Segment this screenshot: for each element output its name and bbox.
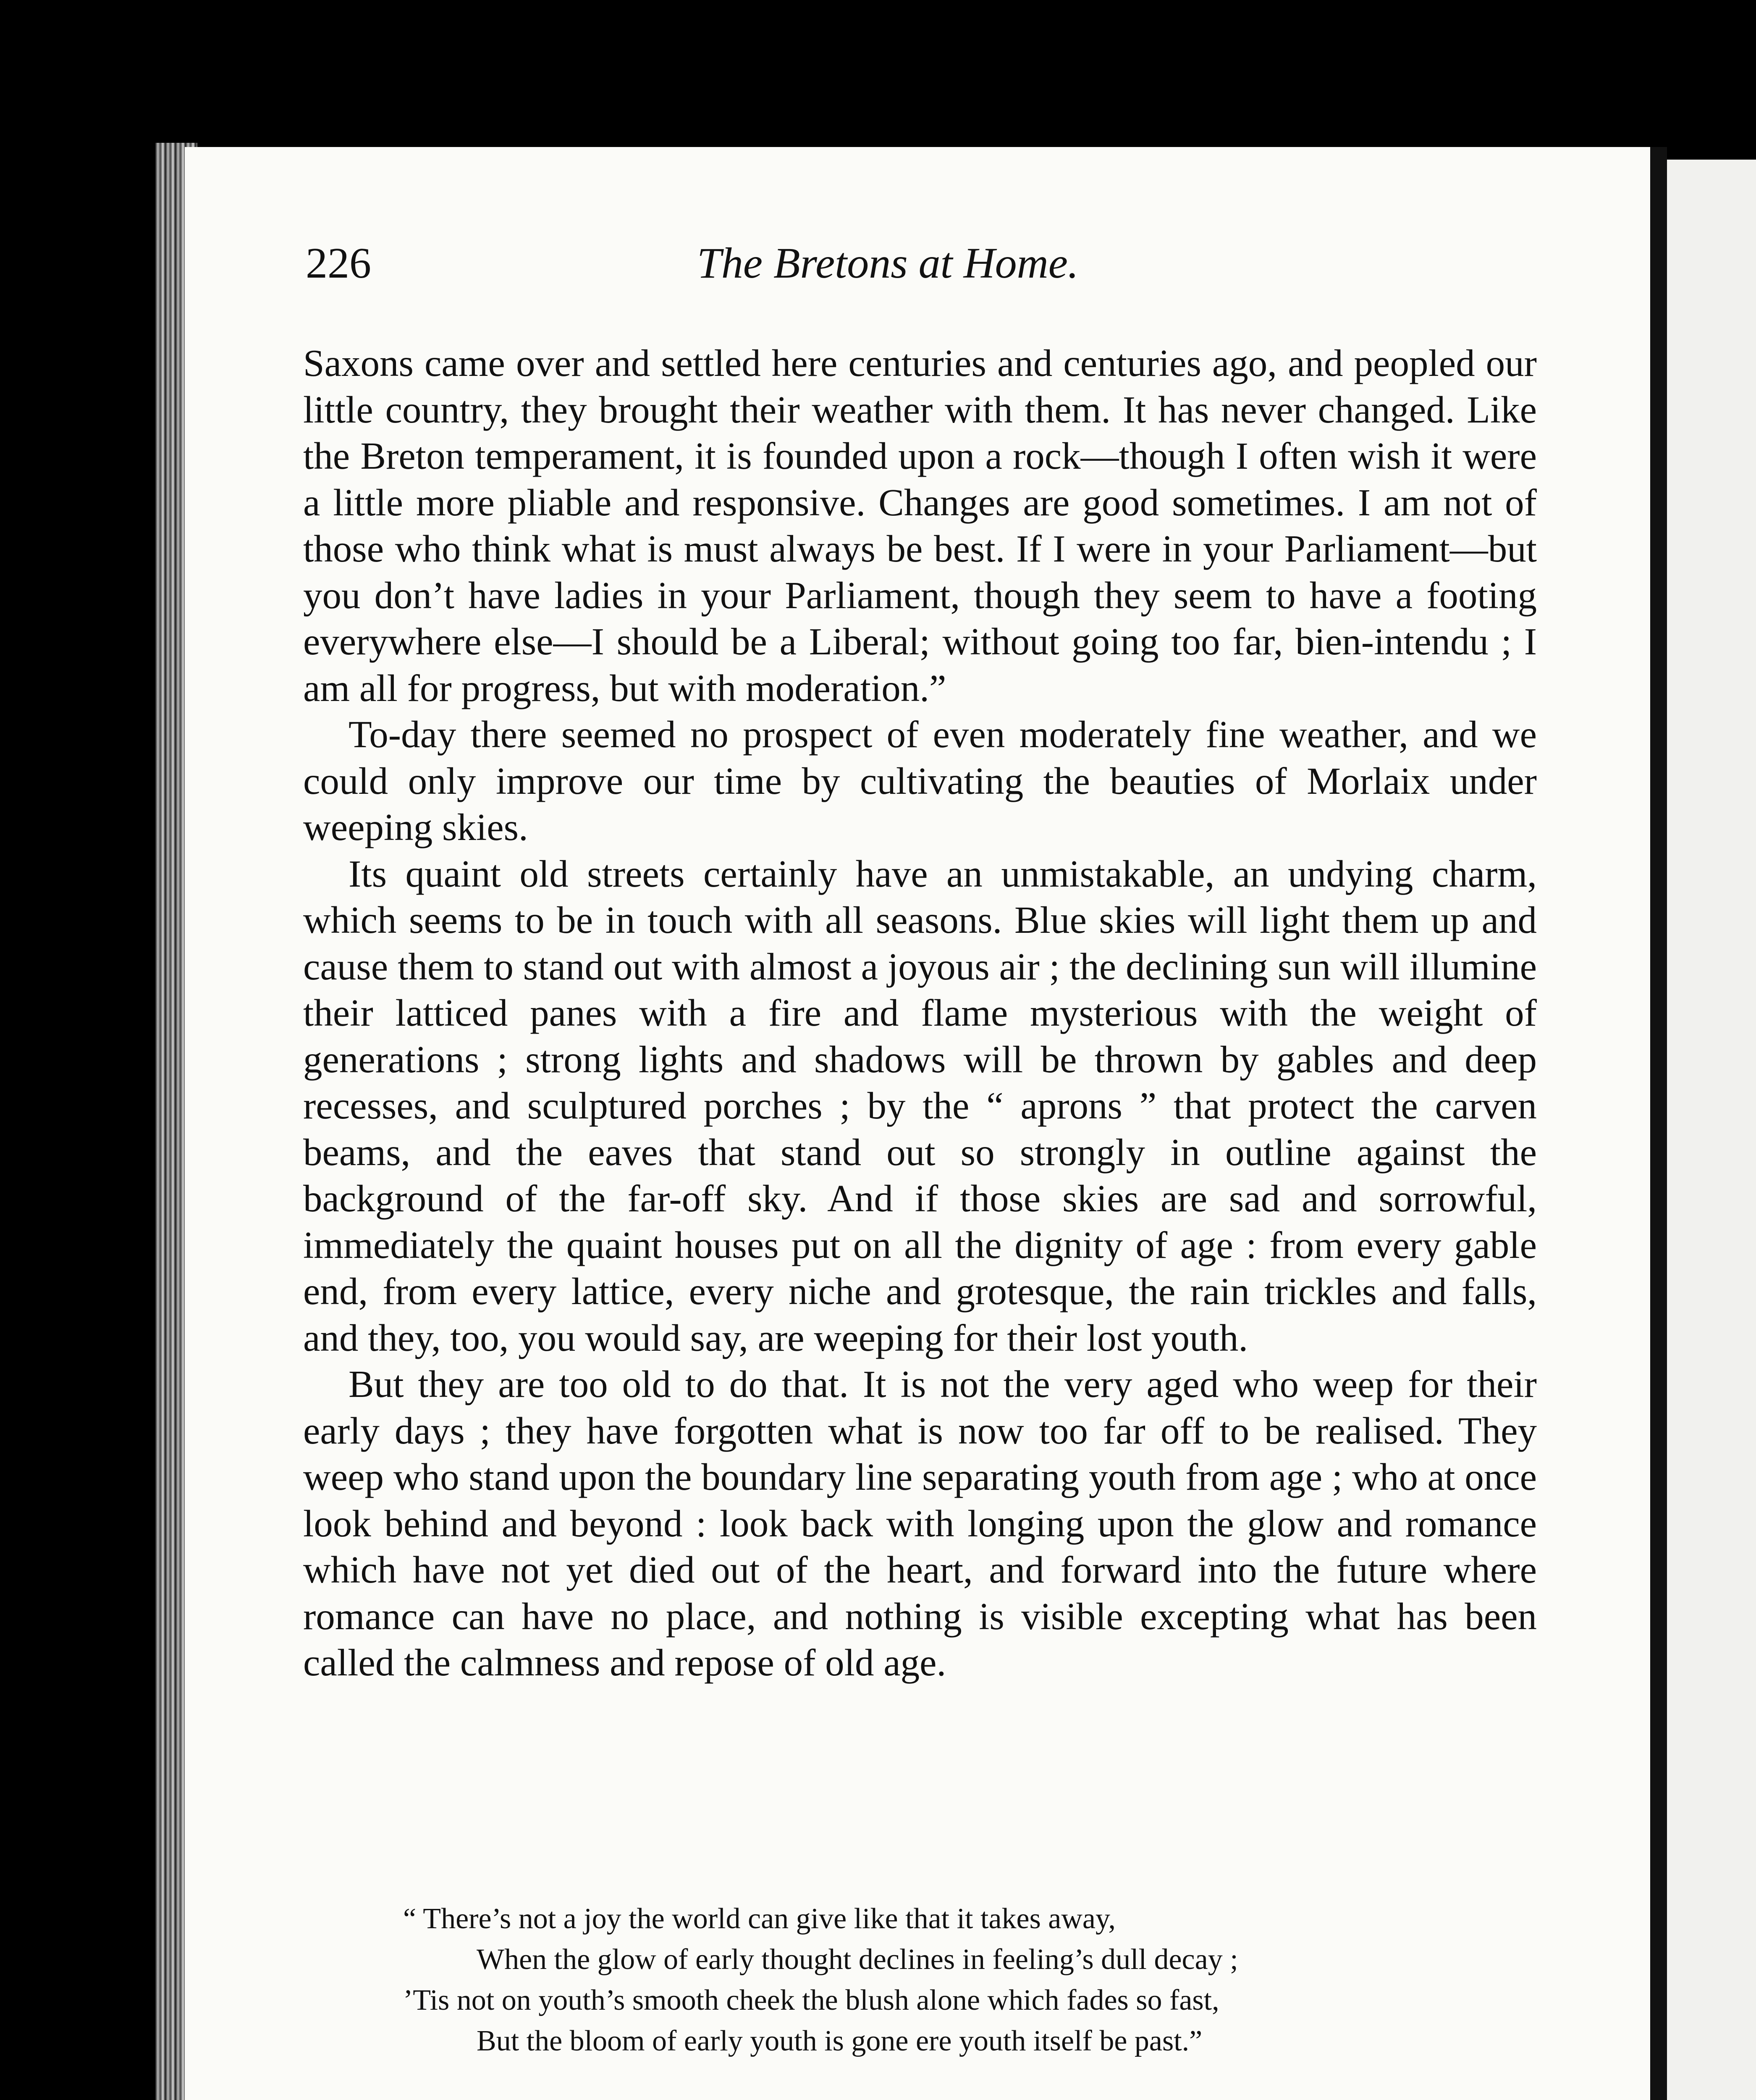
- verse-line: When the glow of early thought declines in feeling’s dull decay ;: [477, 1943, 1238, 1976]
- running-title: The Bretons at Home.: [697, 239, 1079, 287]
- verse-line: ’Tis not on youth’s smooth cheek the blush alone which fades so fast,: [403, 1984, 1219, 2016]
- next-page-edge: [1663, 160, 1756, 2100]
- page-number: 226: [306, 239, 371, 287]
- page-gutter-shadow: [1650, 147, 1667, 2100]
- verse-line: “ There’s not a joy the world can give like that it takes away,: [403, 1903, 1116, 1935]
- paragraph-continued: Saxons came over and settled here centuries and centuries ago, and peopled our little country, they brought their weather with them. It has never changed. Like the Breton temperament, it is founded upon a rock—though I often wish it were a little more pliable and responsive. Changes are good sometimes. I am not of those who think what is must always be best. If I were in your Parliament—but you don’t have ladies in your Parliament, though they seem to have a footing everywhere else—I should be a Liberal; without going too far, bien-intendu ; I am all for progress, but with moderation.”: [303, 342, 1537, 709]
- verse-quotation: [403, 1898, 1453, 2061]
- paragraph: Its quaint old streets certainly have an unmistakable, an undying charm, which seems to be in touch with all seasons. Blue skies will light them up and cause them to stand out with almost a joyous air ; the declining sun will illumine their latticed panes with a fire and flame mysterious with the weight of generations ; strong lights and shadows will be thrown by gables and deep recesses, and sculptured porches ; by the “ aprons ” that protect the carven beams, and the eaves that stand out so strongly in outline against the background of the far-off sky. And if those skies are sad and sorrowful, immediately the quaint houses put on all the dignity of age : from every gable end, from every lattice, every niche and grotesque, the rain trickles and falls, and they, too, you would say, are weeping for their lost youth.: [303, 852, 1537, 1359]
- paragraph: But they are too old to do that. It is not the very aged who weep for their early days ; they have forgotten what is now too far off to be realised. They weep who stand upon the boundary line separating youth from age ; who at once look behind and beyond : look back with longing upon the glow and romance which have not yet died out of the heart, and forward into the future where romance can have no place, and nothing is visible excepting what has been called the calmness and repose of old age.: [303, 1363, 1537, 1684]
- paragraph: To-day there seemed no prospect of even moderately fine weather, and we could only improve our time by cultivating the beauties of Morlaix under weeping skies.: [303, 713, 1537, 848]
- verse-line: But the bloom of early youth is gone ere youth itself be past.”: [477, 2025, 1203, 2057]
- body-text-top: [303, 340, 1537, 1686]
